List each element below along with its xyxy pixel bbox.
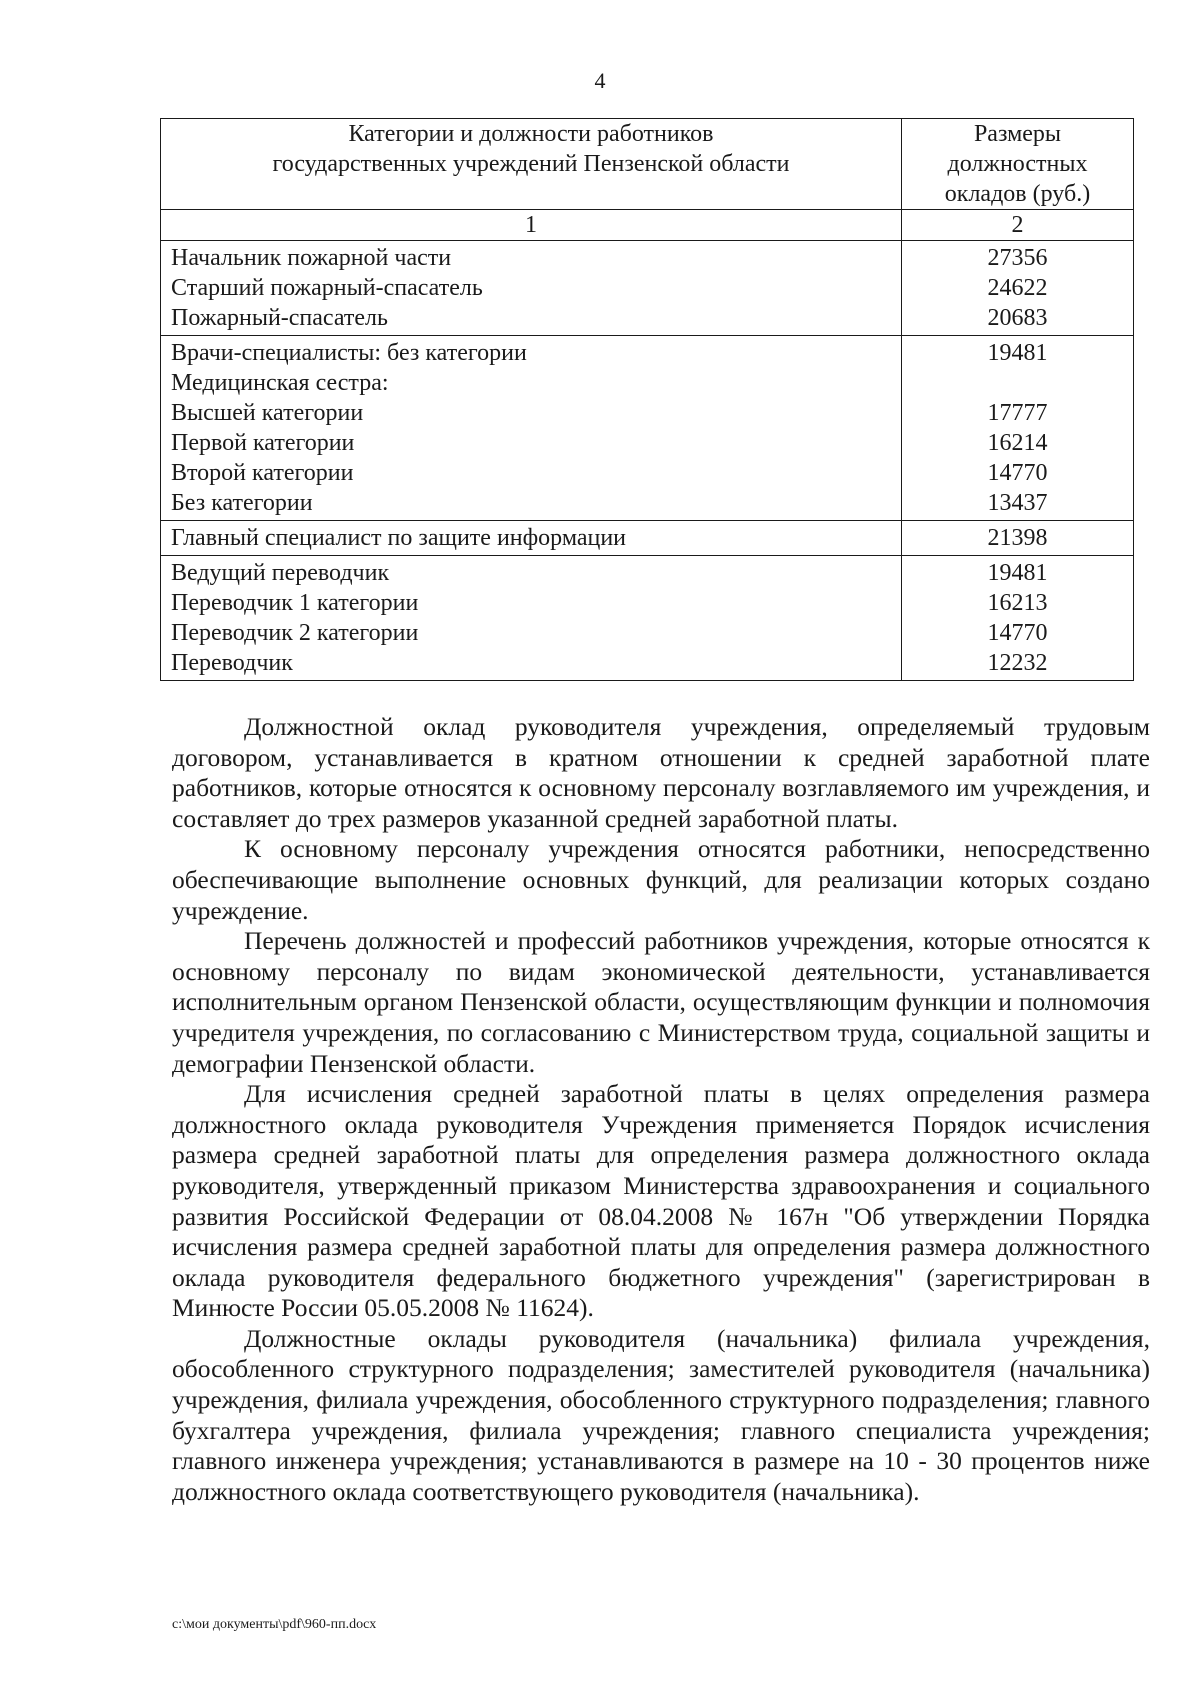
salary-value: 14770 — [987, 620, 1048, 646]
position-name: Переводчик 1 категории — [171, 590, 419, 616]
table-header-row — [161, 119, 1134, 210]
group-names — [161, 521, 902, 556]
header-salary-line: окладов (руб.) — [944, 181, 1091, 207]
position-name: Высшей категории — [171, 400, 364, 426]
salary-value: 13437 — [987, 490, 1048, 516]
position-name: Врачи-специалисты: без категории — [171, 340, 527, 366]
position-name: Без категории — [171, 490, 313, 516]
position-name: Переводчик 2 категории — [171, 620, 419, 646]
salary-value — [912, 368, 1123, 398]
paragraph: К основному персоналу учреждения относятся работники, непосредственно обеспечивающие выполнение основных функций, для реализации которых создано учреждение. — [172, 834, 1150, 925]
paragraph: Должностной оклад руководителя учреждения, определяемый трудовым договором, устанавливается в кратном отношении к средней заработной плате работников, которые относятся к основному персоналу возглавляемого им учреждения, и составляет до трех размеров указанной средней заработной платы. — [172, 712, 1150, 833]
salary-value: 24622 — [987, 275, 1048, 301]
position-name: Переводчик — [171, 650, 293, 676]
body-text — [172, 712, 1150, 1507]
table-group-row — [161, 556, 1134, 681]
position-name: Первой категории — [171, 430, 355, 456]
group-salaries — [902, 336, 1134, 521]
group-salaries — [902, 241, 1134, 336]
page-number: 4 — [594, 68, 606, 93]
salary-value: 19481 — [987, 340, 1048, 366]
table-group-row — [161, 521, 1134, 556]
paragraph: Должностные оклады руководителя (начальника) филиала учреждения, обособленного структурного подразделения; заместителей руководителя (начальника) учреждения, филиала учреждения, обособленного структурного подразделения; главного бухгалтера учреждения, филиала учреждения; главного специалиста учреждения; главного инженера учреждения; устанавливаются в размере на 10 - 30 процентов ниже должностного оклада соответствующего руководителя (начальника). — [172, 1323, 1150, 1506]
paragraph: Перечень должностей и профессий работников учреждения, которые относятся к основному персоналу по видам экономической деятельности, устанавливается исполнительным органом Пензенской области, осуществляющим функции и полномочия учредителя учреждения, по согласованию с Министерством труда, социальной защиты и демографии Пензенской области. — [172, 926, 1150, 1078]
position-name: Медицинская сестра: — [171, 370, 389, 396]
salary-value: 20683 — [987, 305, 1048, 331]
position-name: Пожарный-спасатель — [171, 305, 388, 331]
salary-value: 19481 — [987, 560, 1048, 586]
column-number: 1 — [161, 210, 902, 241]
salary-value: 27356 — [987, 245, 1048, 271]
position-name: Старший пожарный-спасатель — [171, 275, 483, 301]
salary-value: 17777 — [987, 400, 1048, 426]
header-salary-line: должностных — [947, 151, 1088, 177]
group-salaries — [902, 521, 1134, 556]
salary-value: 12232 — [987, 650, 1048, 676]
group-salaries — [902, 556, 1134, 681]
table-group-row — [161, 241, 1134, 336]
salary-value: 14770 — [987, 460, 1048, 486]
table-group-row — [161, 336, 1134, 521]
paragraph: Для исчисления средней заработной платы в целях определения размера должностного оклада руководителя Учреждения применяется Порядок исчисления размера средней заработной платы для определения размера должностного оклада руководителя, утвержденный приказом Министерства здравоохранения и социального развития Российской Федерации от 08.04.2008 № 167н "Об утверждении Порядка исчисления размера средней заработной платы для определения размера должностного оклада руководителя федерального бюджетного учреждения" (зарегистрирован в Минюсте России 05.05.2008 № 11624). — [172, 1079, 1150, 1323]
position-name: Начальник пожарной части — [171, 245, 452, 271]
group-names — [161, 556, 902, 681]
group-names — [161, 241, 902, 336]
position-name: Ведущий переводчик — [171, 560, 390, 586]
position-name: Второй категории — [171, 460, 354, 486]
salary-table — [160, 118, 1134, 681]
column-number-row — [161, 210, 1134, 241]
column-number: 2 — [902, 210, 1134, 241]
header-category — [161, 119, 902, 210]
salary-value: 16213 — [987, 590, 1048, 616]
header-salary-line: Размеры — [973, 121, 1062, 147]
salary-value: 16214 — [987, 430, 1048, 456]
footer-file-path: c:\мои документы\pdf\960-пп.docx — [172, 1617, 377, 1632]
header-category-line: государственных учреждений Пензенской области — [272, 151, 790, 177]
position-name: Главный специалист по защите информации — [171, 525, 627, 551]
group-names — [161, 336, 902, 521]
header-category-line: Категории и должности работников — [348, 121, 714, 147]
salary-value: 21398 — [987, 525, 1048, 551]
header-salary — [902, 119, 1134, 210]
